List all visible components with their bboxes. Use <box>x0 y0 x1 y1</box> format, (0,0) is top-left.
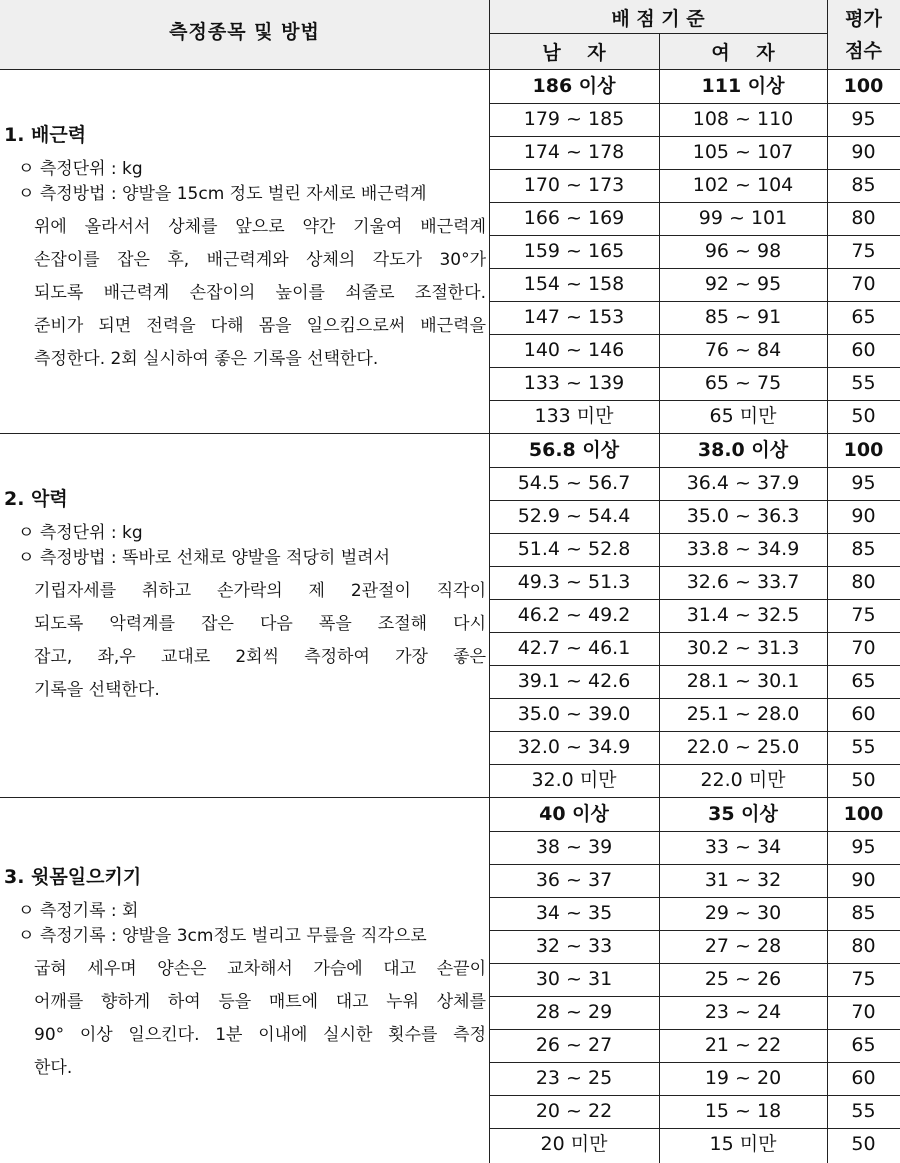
row-divider <box>489 566 900 567</box>
section-unit: ㅇ 측정기록 : 회 <box>18 901 139 921</box>
score-cell-score: 60 <box>851 703 876 725</box>
header-male-label: 남 자 <box>542 42 606 64</box>
section-method <box>18 920 486 1085</box>
column-divider <box>489 0 490 1163</box>
score-cell-male: 170 ~ 173 <box>523 174 625 196</box>
score-cell-score: 80 <box>851 571 876 593</box>
row-divider <box>489 367 900 368</box>
score-cell-score: 70 <box>851 637 876 659</box>
score-cell-score: 90 <box>851 869 876 891</box>
header-criteria-label: 배 점 기 준 <box>611 8 705 30</box>
score-cell-female: 108 ~ 110 <box>692 108 794 130</box>
score-cell-female: 76 ~ 84 <box>704 339 782 361</box>
score-cell-male: 56.8 이상 <box>528 439 620 461</box>
score-cell-female: 25 ~ 26 <box>704 968 782 990</box>
section-unit: ㅇ 측정단위 : kg <box>18 523 143 543</box>
method-line: 되도록 배근력계 손잡이의 높이를 쇠줄로 조절한다. <box>34 283 486 303</box>
score-cell-male: 140 ~ 146 <box>523 339 625 361</box>
score-cell-female: 35 이상 <box>708 803 778 825</box>
method-line: ㅇ 측정방법 : 양발을 15cm 정도 벌린 자세로 배근력계 <box>18 184 427 204</box>
row-divider <box>489 334 900 335</box>
score-cell-male: 51.4 ~ 52.8 <box>517 538 631 560</box>
section-3 <box>0 798 489 1161</box>
score-cell-score: 65 <box>851 306 876 328</box>
row-divider <box>489 996 900 997</box>
score-cell-male: 23 ~ 25 <box>535 1067 613 1089</box>
row-divider <box>489 136 900 137</box>
method-line: 측정한다. 2회 실시하여 좋은 기록을 선택한다. <box>34 349 379 369</box>
row-divider <box>489 831 900 832</box>
section-divider <box>0 433 900 434</box>
score-cell-score: 95 <box>851 836 876 858</box>
row-divider <box>489 1095 900 1096</box>
row-divider <box>489 698 900 699</box>
score-cell-score: 60 <box>851 1067 876 1089</box>
row-divider <box>489 599 900 600</box>
column-divider <box>659 33 660 1163</box>
score-cell-female: 105 ~ 107 <box>692 141 794 163</box>
score-cell-score: 85 <box>851 902 876 924</box>
score-cell-female: 102 ~ 104 <box>692 174 794 196</box>
score-cell-male: 26 ~ 27 <box>535 1034 613 1056</box>
row-divider <box>489 202 900 203</box>
score-cell-female: 38.0 이상 <box>697 439 789 461</box>
section-title: 2. 악력 <box>4 488 68 510</box>
score-cell-male: 133 미만 <box>534 405 614 427</box>
score-cell-male: 166 ~ 169 <box>523 207 625 229</box>
section-divider <box>0 797 900 798</box>
score-cell-score: 100 <box>843 803 884 825</box>
score-cell-male: 32.0 미만 <box>531 769 617 791</box>
row-divider <box>489 500 900 501</box>
row-divider <box>489 930 900 931</box>
score-cell-female: 25.1 ~ 28.0 <box>686 703 800 725</box>
section-method <box>18 542 486 707</box>
section-unit: ㅇ 측정단위 : kg <box>18 159 143 179</box>
score-cell-female: 31 ~ 32 <box>704 869 782 891</box>
score-cell-female: 22.0 ~ 25.0 <box>686 736 800 758</box>
score-cell-male: 54.5 ~ 56.7 <box>517 472 631 494</box>
section-title: 3. 윗몸일으키기 <box>4 866 142 888</box>
score-cell-male: 40 이상 <box>539 803 609 825</box>
method-line: 되도록 악력계를 잡은 다음 폭을 조절해 다시 <box>34 614 486 634</box>
score-cell-female: 15 ~ 18 <box>704 1100 782 1122</box>
row-divider <box>489 897 900 898</box>
header-female-label: 여 자 <box>711 42 775 64</box>
score-cell-male: 20 미만 <box>540 1133 608 1155</box>
score-cell-female: 27 ~ 28 <box>704 935 782 957</box>
score-cell-male: 36 ~ 37 <box>535 869 613 891</box>
score-cell-female: 28.1 ~ 30.1 <box>686 670 800 692</box>
section-method <box>18 178 486 376</box>
row-divider <box>489 268 900 269</box>
score-cell-female: 65 ~ 75 <box>704 372 782 394</box>
header-divider <box>0 69 900 70</box>
score-cell-score: 75 <box>851 968 876 990</box>
header-score-label-1: 평가 <box>845 8 882 30</box>
row-divider <box>489 169 900 170</box>
score-cell-score: 60 <box>851 339 876 361</box>
score-cell-score: 70 <box>851 1001 876 1023</box>
row-divider <box>489 1029 900 1030</box>
score-cell-female: 65 미만 <box>709 405 777 427</box>
score-cell-score: 65 <box>851 1034 876 1056</box>
score-cell-female: 33.8 ~ 34.9 <box>686 538 800 560</box>
row-divider <box>489 103 900 104</box>
score-cell-male: 179 ~ 185 <box>523 108 625 130</box>
row-divider <box>489 764 900 765</box>
score-cell-score: 50 <box>851 405 876 427</box>
method-line: 준비가 되면 전력을 다해 몸을 일으킴으로써 배근력을 <box>34 316 486 336</box>
header-score-label-2: 점수 <box>845 40 882 62</box>
score-cell-male: 42.7 ~ 46.1 <box>517 637 631 659</box>
score-cell-female: 15 미만 <box>709 1133 777 1155</box>
score-cell-female: 29 ~ 30 <box>704 902 782 924</box>
score-cell-male: 30 ~ 31 <box>535 968 613 990</box>
row-divider <box>489 1062 900 1063</box>
score-cell-score: 85 <box>851 538 876 560</box>
score-cell-female: 92 ~ 95 <box>704 273 782 295</box>
row-divider <box>489 467 900 468</box>
method-line: 어깨를 향하게 하여 등을 매트에 대고 누워 상체를 <box>34 992 486 1012</box>
row-divider <box>489 1128 900 1129</box>
score-cell-male: 147 ~ 153 <box>523 306 625 328</box>
score-cell-score: 70 <box>851 273 876 295</box>
row-divider <box>489 731 900 732</box>
score-cell-male: 28 ~ 29 <box>535 1001 613 1023</box>
score-cell-score: 100 <box>843 75 884 97</box>
score-cell-score: 80 <box>851 935 876 957</box>
score-cell-female: 22.0 미만 <box>700 769 786 791</box>
method-line: 손잡이를 잡은 후, 배근력계와 상체의 각도가 30°가 <box>34 250 486 270</box>
score-cell-male: 34 ~ 35 <box>535 902 613 924</box>
score-cell-score: 55 <box>851 372 876 394</box>
score-cell-score: 95 <box>851 472 876 494</box>
row-divider <box>489 665 900 666</box>
method-line: 기립자세를 취하고 손가락의 제 2관절이 직각이 <box>34 581 486 601</box>
score-cell-female: 96 ~ 98 <box>704 240 782 262</box>
score-cell-score: 80 <box>851 207 876 229</box>
row-divider <box>489 235 900 236</box>
score-cell-male: 186 이상 <box>532 75 616 97</box>
method-line: 90° 이상 일으킨다. 1분 이내에 실시한 횟수를 측정 <box>34 1025 486 1045</box>
score-cell-female: 19 ~ 20 <box>704 1067 782 1089</box>
score-cell-male: 46.2 ~ 49.2 <box>517 604 631 626</box>
score-cell-male: 32 ~ 33 <box>535 935 613 957</box>
header-item-cell <box>0 0 489 70</box>
score-cell-score: 50 <box>851 769 876 791</box>
score-cell-male: 32.0 ~ 34.9 <box>517 736 631 758</box>
section-1 <box>0 70 489 433</box>
header-divider <box>489 33 827 34</box>
method-line: 기록을 선택한다. <box>34 680 160 700</box>
score-cell-score: 50 <box>851 1133 876 1155</box>
score-cell-score: 85 <box>851 174 876 196</box>
score-cell-male: 35.0 ~ 39.0 <box>517 703 631 725</box>
score-cell-male: 38 ~ 39 <box>535 836 613 858</box>
method-line: 한다. <box>34 1058 73 1078</box>
row-divider <box>489 301 900 302</box>
score-cell-score: 75 <box>851 240 876 262</box>
score-cell-score: 65 <box>851 670 876 692</box>
section-2 <box>0 434 489 797</box>
score-cell-score: 55 <box>851 736 876 758</box>
score-cell-female: 23 ~ 24 <box>704 1001 782 1023</box>
score-cell-male: 133 ~ 139 <box>523 372 625 394</box>
row-divider <box>489 963 900 964</box>
score-cell-female: 111 이상 <box>701 75 785 97</box>
method-line: 위에 올라서서 상체를 앞으로 약간 기울여 배근력계 <box>34 217 486 237</box>
row-divider <box>489 400 900 401</box>
score-cell-score: 90 <box>851 141 876 163</box>
section-title: 1. 배근력 <box>4 124 87 146</box>
column-divider <box>827 0 828 1163</box>
score-cell-score: 55 <box>851 1100 876 1122</box>
score-cell-female: 85 ~ 91 <box>704 306 782 328</box>
score-cell-female: 35.0 ~ 36.3 <box>686 505 800 527</box>
score-cell-female: 99 ~ 101 <box>698 207 788 229</box>
score-cell-female: 21 ~ 22 <box>704 1034 782 1056</box>
score-cell-male: 49.3 ~ 51.3 <box>517 571 631 593</box>
score-cell-male: 52.9 ~ 54.4 <box>517 505 631 527</box>
method-line: 굽혀 세우며 양손은 교차해서 가슴에 대고 손끝이 <box>34 959 486 979</box>
score-cell-male: 154 ~ 158 <box>523 273 625 295</box>
header-item-label: 측정종목 및 방법 <box>169 21 320 43</box>
score-cell-male: 159 ~ 165 <box>523 240 625 262</box>
score-cell-score: 90 <box>851 505 876 527</box>
score-cell-female: 32.6 ~ 33.7 <box>686 571 800 593</box>
score-cell-female: 30.2 ~ 31.3 <box>686 637 800 659</box>
score-cell-score: 75 <box>851 604 876 626</box>
row-divider <box>489 632 900 633</box>
score-cell-male: 174 ~ 178 <box>523 141 625 163</box>
score-cell-female: 31.4 ~ 32.5 <box>686 604 800 626</box>
score-cell-female: 36.4 ~ 37.9 <box>686 472 800 494</box>
row-divider <box>489 533 900 534</box>
row-divider <box>489 864 900 865</box>
score-cell-male: 20 ~ 22 <box>535 1100 613 1122</box>
score-cell-female: 33 ~ 34 <box>704 836 782 858</box>
score-cell-male: 39.1 ~ 42.6 <box>517 670 631 692</box>
score-cell-score: 100 <box>843 439 884 461</box>
method-line: ㅇ 측정기록 : 양발을 3cm정도 벌리고 무릎을 직각으로 <box>18 926 427 946</box>
score-cell-score: 95 <box>851 108 876 130</box>
method-line: 잡고, 좌,우 교대로 2회씩 측정하여 가장 좋은 <box>34 647 486 667</box>
method-line: ㅇ 측정방법 : 똑바로 선채로 양발을 적당히 벌려서 <box>18 548 390 568</box>
